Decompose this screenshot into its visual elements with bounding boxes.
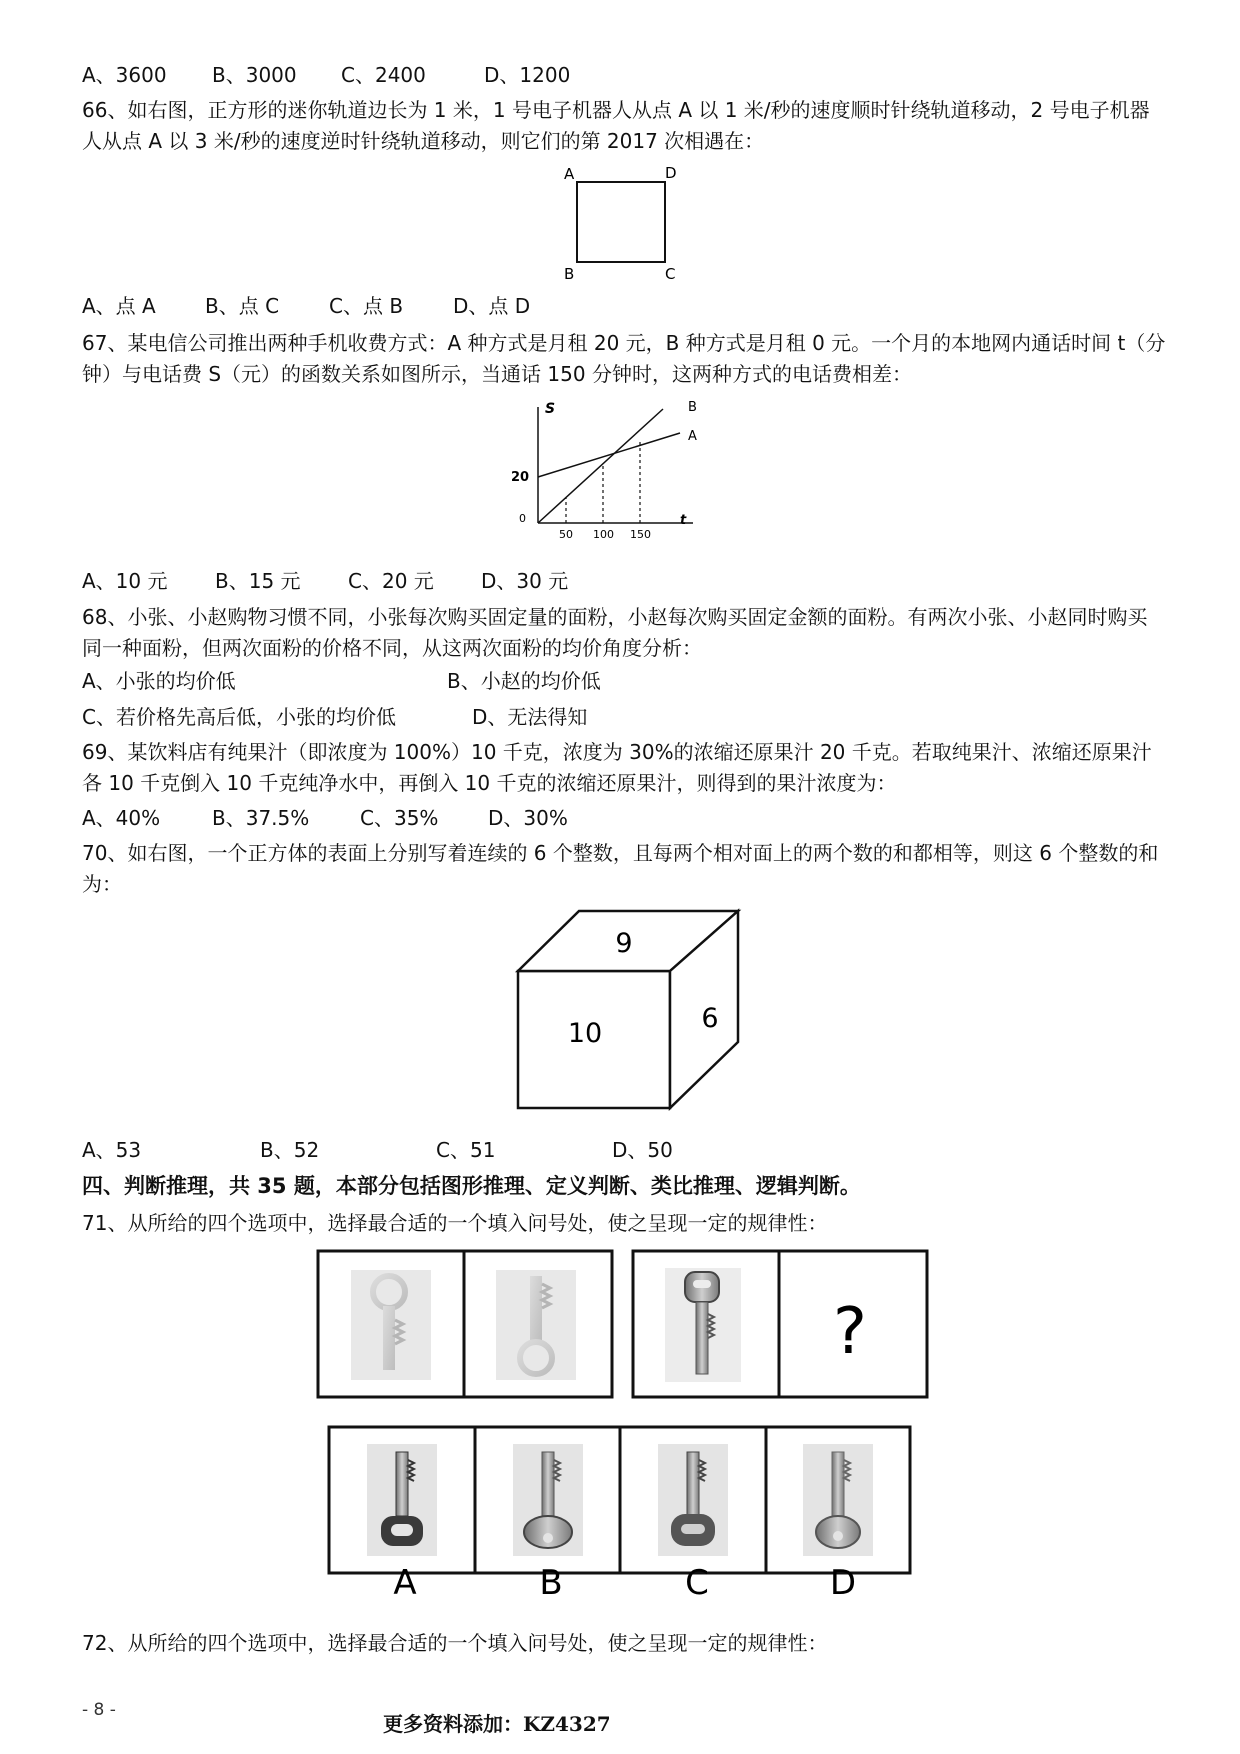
q67-option-c: C、20 元 (348, 569, 434, 593)
section-4-heading: 四、判断推理，共 35 题，本部分包括图形推理、定义判断、类比推理、逻辑判断。 (82, 1174, 861, 1198)
origin-label: 0 (519, 512, 526, 525)
option-letter-b: B (539, 1563, 563, 1598)
q68-option-c: C、若价格先高后低，小张的均价低 (82, 705, 396, 729)
label-d: D (665, 164, 677, 182)
option-key-c (658, 1444, 728, 1556)
key-image-3 (665, 1268, 741, 1382)
cube-side-number: 6 (701, 1003, 719, 1034)
option-key-d (803, 1444, 873, 1556)
q68-option-a: A、小张的均价低 (82, 669, 236, 693)
q66-option-c: C、点 B (329, 294, 404, 318)
q70-option-b: B、52 (260, 1138, 320, 1162)
q67-question: 67、某电信公司推出两种手机收费方式：A 种方式是月租 20 元，B 种方式是月租 0 元。一个月的本地网内通话时间 t（分钟）与电话费 S（元）的函数关系如图所示，当通话 150 分钟时，这两种方式的电话费相差： (82, 331, 1166, 386)
q69-option-b: B、37.5% (212, 806, 310, 830)
q71-question: 71、从所给的四个选项中，选择最合适的一个填入问号处，使之呈现一定的规律性： (82, 1211, 828, 1235)
option-key-a (367, 1444, 437, 1556)
q67-option-d: D、30 元 (481, 569, 569, 593)
q66-option-b: B、点 C (205, 294, 280, 318)
q69-option-d: D、30% (488, 806, 568, 830)
square-track (577, 182, 665, 262)
page-number: - 8 - (82, 1700, 116, 1720)
cube-front-number: 10 (567, 1018, 603, 1049)
line-a-label: A (688, 429, 697, 444)
x-tick-50: 50 (559, 528, 573, 541)
y-axis-label: S (545, 401, 556, 417)
key-image-1 (351, 1270, 431, 1380)
question-mark: ? (833, 1295, 867, 1369)
option-key-b (513, 1444, 583, 1556)
label-a: A (564, 165, 575, 183)
line-a (538, 433, 680, 477)
cube-top-number: 9 (615, 928, 633, 959)
q66-question: 66、如右图，正方形的迷你轨道边长为 1 米，1 号电子机器人从点 A 以 1 米/秒的速度顺时针绕轨道移动，2 号电子机器人从点 A 以 3 米/秒的速度逆时针绕轨道移动，则它们的第 2017 次相遇在： (82, 98, 1150, 153)
q69-question: 69、某饮料店有纯果汁（即浓度为 100%）10 千克，浓度为 30%的浓缩还原果汁 20 千克。若取纯果汁、浓缩还原果汁各 10 千克倒入 10 千克纯净水中，再倒入 10 千克的浓缩还原果汁，则得到的果汁浓度为： (82, 740, 1152, 795)
q67-graph (505, 395, 705, 543)
q69-option-a: A、40% (82, 806, 161, 830)
x-tick-150: 150 (630, 528, 651, 541)
line-b (538, 409, 663, 523)
option-letter-d: D (829, 1563, 857, 1598)
x-axis-label: t (680, 513, 687, 528)
q65-option-a: A、3600 (82, 63, 167, 87)
label-c: C (665, 265, 676, 283)
q65-option-d: D、1200 (484, 63, 571, 87)
q70-option-a: A、53 (82, 1138, 142, 1162)
key-image-2 (496, 1270, 576, 1380)
x-tick-100: 100 (593, 528, 614, 541)
footer-note: 更多资料添加：KZ4327 (383, 1712, 611, 1736)
q70-option-c: C、51 (436, 1138, 496, 1162)
q70-question: 70、如右图，一个正方体的表面上分别写着连续的 6 个整数，且每两个相对面上的两个数的和都相等，则这 6 个整数的和为： (82, 841, 1159, 896)
q65-option-b: B、3000 (212, 63, 297, 87)
q68-option-d: D、无法得知 (472, 705, 588, 729)
option-letter-a: A (393, 1563, 417, 1598)
q68-option-b: B、小赵的均价低 (447, 669, 601, 693)
q68-question: 68、小张、小赵购物习惯不同，小张每次购买固定量的面粉，小赵每次购买固定金额的面粉。有两次小张、小赵同时购买同一种面粉，但两次面粉的价格不同，从这两次面粉的均价角度分析： (82, 605, 1148, 660)
label-b: B (564, 265, 575, 283)
q72-question: 72、从所给的四个选项中，选择最合适的一个填入问号处，使之呈现一定的规律性： (82, 1631, 828, 1655)
q66-option-a: A、点 A (82, 294, 156, 318)
q70-option-d: D、50 (612, 1138, 673, 1162)
q66-option-d: D、点 D (453, 294, 531, 318)
line-b-label: B (688, 400, 697, 415)
q67-option-b: B、15 元 (215, 569, 301, 593)
q69-option-c: C、35% (360, 806, 439, 830)
q66-square-track-figure (555, 160, 695, 285)
option-letter-c: C (685, 1563, 709, 1598)
q65-option-c: C、2400 (341, 63, 426, 87)
y-tick-20: 20 (511, 470, 530, 485)
q70-cube-figure (510, 905, 755, 1115)
q67-option-a: A、10 元 (82, 569, 168, 593)
q71-figure (315, 1248, 930, 1598)
